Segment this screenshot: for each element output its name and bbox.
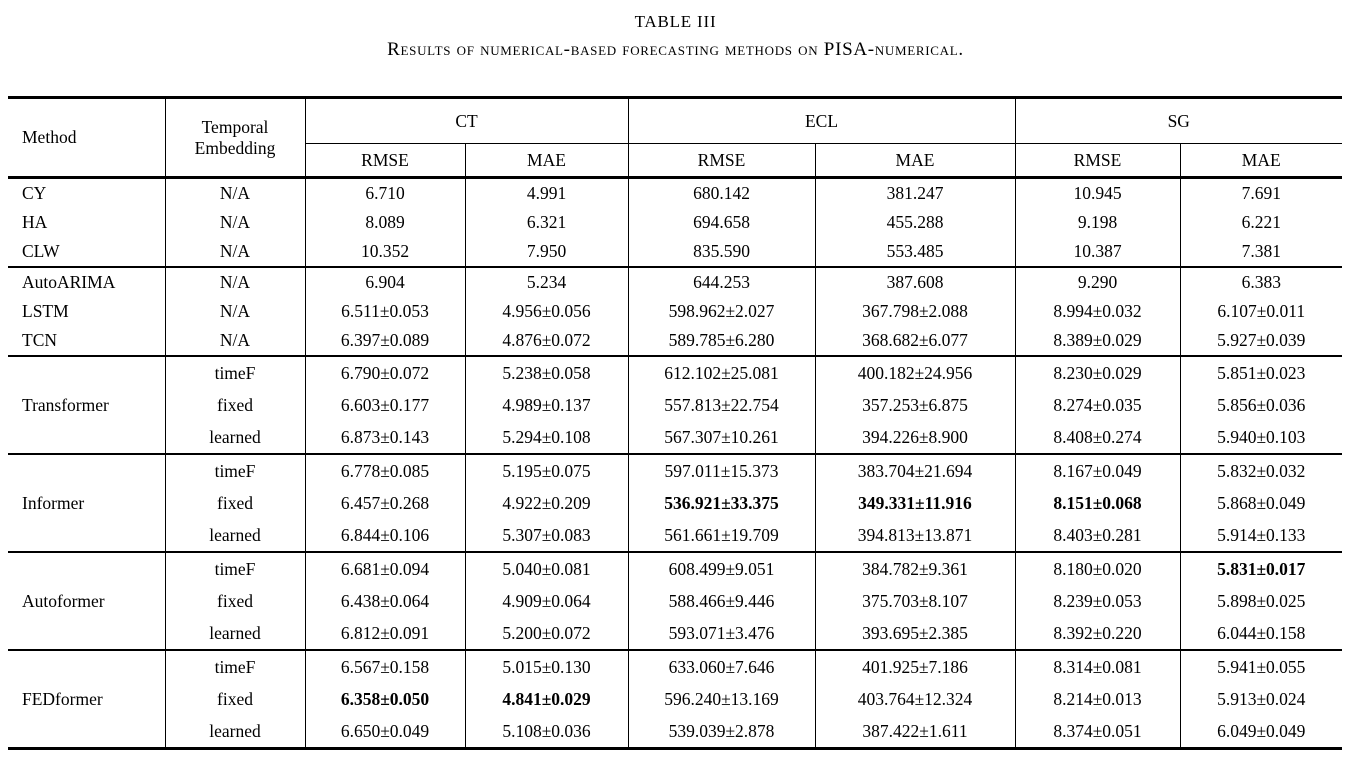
value-cell: 6.397±0.089: [305, 326, 465, 356]
value-cell: 8.403±0.281: [1015, 519, 1180, 552]
value-cell: 455.288: [815, 208, 1015, 237]
col-header-temporal-embedding: Temporal Embedding: [165, 98, 305, 178]
value-cell: 5.868±0.049: [1180, 487, 1342, 519]
table-caption-text: Results of numerical-based forecasting methods on PISA-numerical.: [387, 39, 964, 60]
value-cell: 8.374±0.051: [1015, 715, 1180, 749]
value-cell: 8.151±0.068: [1015, 487, 1180, 519]
col-header-method: Method: [22, 127, 77, 147]
value-cell: 835.590: [628, 237, 815, 267]
value-cell: 6.049±0.049: [1180, 715, 1342, 749]
table-row: [8, 650, 1342, 683]
temporal-embedding-value: fixed: [165, 683, 305, 715]
col-header-ecl-rmse: RMSE: [628, 144, 815, 178]
value-cell: 10.352: [305, 237, 465, 267]
value-cell: 6.358±0.050: [305, 683, 465, 715]
method-name: FEDformer: [22, 688, 103, 709]
value-cell: 608.499±9.051: [628, 552, 815, 585]
value-cell: 557.813±22.754: [628, 389, 815, 421]
temporal-embedding-value: learned: [165, 519, 305, 552]
value-cell: 6.221: [1180, 208, 1342, 237]
value-cell: 6.383: [1180, 267, 1342, 297]
value-cell: 384.782±9.361: [815, 552, 1015, 585]
table-row: [8, 356, 1342, 389]
table-row: [8, 237, 1342, 267]
col-header-ct-mae: MAE: [465, 144, 628, 178]
value-cell: 5.200±0.072: [465, 617, 628, 650]
table-header: [8, 98, 1342, 178]
temporal-embedding-value: fixed: [165, 389, 305, 421]
col-header-ecl-mae: MAE: [815, 144, 1015, 178]
method-group-transformer: [8, 356, 1342, 454]
table-row: [8, 454, 1342, 487]
value-cell: 5.927±0.039: [1180, 326, 1342, 356]
value-cell: 694.658: [628, 208, 815, 237]
table-row: [8, 297, 1342, 326]
value-cell: 357.253±6.875: [815, 389, 1015, 421]
temporal-embedding-value: timeF: [165, 356, 305, 389]
table-row: [8, 552, 1342, 585]
value-cell: 8.230±0.029: [1015, 356, 1180, 389]
table-row: [8, 178, 1342, 209]
temporal-embedding-value: timeF: [165, 552, 305, 585]
value-cell: 393.695±2.385: [815, 617, 1015, 650]
value-cell: 8.389±0.029: [1015, 326, 1180, 356]
temporal-embedding-value: timeF: [165, 454, 305, 487]
value-cell: 6.778±0.085: [305, 454, 465, 487]
temporal-embedding-value: fixed: [165, 585, 305, 617]
value-cell: 633.060±7.646: [628, 650, 815, 683]
temporal-embedding-value: N/A: [165, 297, 305, 326]
value-cell: 4.991: [465, 178, 628, 209]
value-cell: 8.089: [305, 208, 465, 237]
value-cell: 401.925±7.186: [815, 650, 1015, 683]
table-row: [8, 715, 1342, 749]
value-cell: 6.873±0.143: [305, 421, 465, 454]
table-row: [8, 617, 1342, 650]
value-cell: 375.703±8.107: [815, 585, 1015, 617]
value-cell: 8.274±0.035: [1015, 389, 1180, 421]
temporal-embedding-value: fixed: [165, 487, 305, 519]
table-row: [8, 519, 1342, 552]
table-row: [8, 585, 1342, 617]
value-cell: 588.466±9.446: [628, 585, 815, 617]
table-caption: [0, 0, 1351, 61]
value-cell: 612.102±25.081: [628, 356, 815, 389]
value-cell: 8.994±0.032: [1015, 297, 1180, 326]
method-name: CLW: [22, 241, 60, 261]
method-group-autoarima: [8, 267, 1342, 356]
value-cell: 593.071±3.476: [628, 617, 815, 650]
value-cell: 5.914±0.133: [1180, 519, 1342, 552]
value-cell: 381.247: [815, 178, 1015, 209]
value-cell: 5.195±0.075: [465, 454, 628, 487]
temporal-embedding-value: learned: [165, 715, 305, 749]
value-cell: 597.011±15.373: [628, 454, 815, 487]
value-cell: 5.832±0.032: [1180, 454, 1342, 487]
method-name: LSTM: [22, 301, 69, 321]
value-cell: 8.180±0.020: [1015, 552, 1180, 585]
value-cell: 4.956±0.056: [465, 297, 628, 326]
table-row: [8, 421, 1342, 454]
method-name: CY: [22, 183, 47, 203]
value-cell: 539.039±2.878: [628, 715, 815, 749]
value-cell: 367.798±2.088: [815, 297, 1015, 326]
value-cell: 368.682±6.077: [815, 326, 1015, 356]
method-name: TCN: [22, 330, 57, 350]
value-cell: 9.198: [1015, 208, 1180, 237]
value-cell: 4.909±0.064: [465, 585, 628, 617]
method-name: Transformer: [22, 394, 109, 415]
temporal-embedding-value: N/A: [165, 267, 305, 297]
temporal-embedding-value: timeF: [165, 650, 305, 683]
value-cell: 6.107±0.011: [1180, 297, 1342, 326]
method-group-autoformer: [8, 552, 1342, 650]
col-header-ecl: ECL: [628, 98, 1015, 144]
value-cell: 6.044±0.158: [1180, 617, 1342, 650]
value-cell: 6.321: [465, 208, 628, 237]
value-cell: 536.921±33.375: [628, 487, 815, 519]
value-cell: 387.608: [815, 267, 1015, 297]
value-cell: 383.704±21.694: [815, 454, 1015, 487]
value-cell: 6.844±0.106: [305, 519, 465, 552]
value-cell: 5.108±0.036: [465, 715, 628, 749]
value-cell: 394.226±8.900: [815, 421, 1015, 454]
value-cell: 7.691: [1180, 178, 1342, 209]
value-cell: 6.790±0.072: [305, 356, 465, 389]
value-cell: 553.485: [815, 237, 1015, 267]
value-cell: 644.253: [628, 267, 815, 297]
temporal-embedding-value: N/A: [165, 208, 305, 237]
col-header-ct: CT: [305, 98, 628, 144]
value-cell: 5.238±0.058: [465, 356, 628, 389]
method-group-fedformer: [8, 650, 1342, 749]
value-cell: 4.876±0.072: [465, 326, 628, 356]
value-cell: 5.294±0.108: [465, 421, 628, 454]
value-cell: 10.387: [1015, 237, 1180, 267]
value-cell: 6.457±0.268: [305, 487, 465, 519]
method-name: HA: [22, 212, 48, 232]
value-cell: 596.240±13.169: [628, 683, 815, 715]
table-row: [8, 208, 1342, 237]
table-number: TABLE III: [634, 12, 717, 31]
value-cell: 5.040±0.081: [465, 552, 628, 585]
value-cell: 6.603±0.177: [305, 389, 465, 421]
value-cell: 7.950: [465, 237, 628, 267]
value-cell: 8.214±0.013: [1015, 683, 1180, 715]
value-cell: 567.307±10.261: [628, 421, 815, 454]
value-cell: 6.438±0.064: [305, 585, 465, 617]
value-cell: 6.567±0.158: [305, 650, 465, 683]
value-cell: 6.812±0.091: [305, 617, 465, 650]
table-row: [8, 267, 1342, 297]
temporal-embedding-value: learned: [165, 421, 305, 454]
method-name: Autoformer: [22, 590, 105, 611]
value-cell: 5.234: [465, 267, 628, 297]
value-cell: 8.408±0.274: [1015, 421, 1180, 454]
value-cell: 8.239±0.053: [1015, 585, 1180, 617]
value-cell: 598.962±2.027: [628, 297, 815, 326]
col-header-sg-rmse: RMSE: [1015, 144, 1180, 178]
value-cell: 589.785±6.280: [628, 326, 815, 356]
value-cell: 5.941±0.055: [1180, 650, 1342, 683]
value-cell: 4.841±0.029: [465, 683, 628, 715]
value-cell: 6.904: [305, 267, 465, 297]
value-cell: 680.142: [628, 178, 815, 209]
value-cell: 5.913±0.024: [1180, 683, 1342, 715]
value-cell: 5.307±0.083: [465, 519, 628, 552]
value-cell: 9.290: [1015, 267, 1180, 297]
value-cell: 7.381: [1180, 237, 1342, 267]
value-cell: 387.422±1.611: [815, 715, 1015, 749]
value-cell: 8.167±0.049: [1015, 454, 1180, 487]
method-name: AutoARIMA: [22, 272, 116, 292]
value-cell: 6.650±0.049: [305, 715, 465, 749]
value-cell: 5.831±0.017: [1180, 552, 1342, 585]
col-header-sg: SG: [1015, 98, 1342, 144]
value-cell: 10.945: [1015, 178, 1180, 209]
value-cell: 6.681±0.094: [305, 552, 465, 585]
col-header-ct-rmse: RMSE: [305, 144, 465, 178]
temporal-embedding-value: N/A: [165, 237, 305, 267]
value-cell: 5.940±0.103: [1180, 421, 1342, 454]
results-table: [8, 96, 1342, 750]
value-cell: 400.182±24.956: [815, 356, 1015, 389]
method-group-cy: [8, 178, 1342, 268]
value-cell: 4.989±0.137: [465, 389, 628, 421]
value-cell: 4.922±0.209: [465, 487, 628, 519]
method-group-informer: [8, 454, 1342, 552]
value-cell: 5.851±0.023: [1180, 356, 1342, 389]
temporal-embedding-value: learned: [165, 617, 305, 650]
value-cell: 5.015±0.130: [465, 650, 628, 683]
table-row: [8, 487, 1342, 519]
temporal-embedding-value: N/A: [165, 326, 305, 356]
value-cell: 5.898±0.025: [1180, 585, 1342, 617]
value-cell: 6.710: [305, 178, 465, 209]
table-row: [8, 389, 1342, 421]
value-cell: 394.813±13.871: [815, 519, 1015, 552]
col-header-sg-mae: MAE: [1180, 144, 1342, 178]
method-name: Informer: [22, 492, 85, 513]
temporal-embedding-value: N/A: [165, 178, 305, 209]
value-cell: 5.856±0.036: [1180, 389, 1342, 421]
value-cell: 8.392±0.220: [1015, 617, 1180, 650]
value-cell: 561.661±19.709: [628, 519, 815, 552]
value-cell: 403.764±12.324: [815, 683, 1015, 715]
value-cell: 8.314±0.081: [1015, 650, 1180, 683]
table-row: [8, 683, 1342, 715]
header-row-datasets: [8, 98, 1342, 144]
value-cell: 6.511±0.053: [305, 297, 465, 326]
table-row: [8, 326, 1342, 356]
value-cell: 349.331±11.916: [815, 487, 1015, 519]
